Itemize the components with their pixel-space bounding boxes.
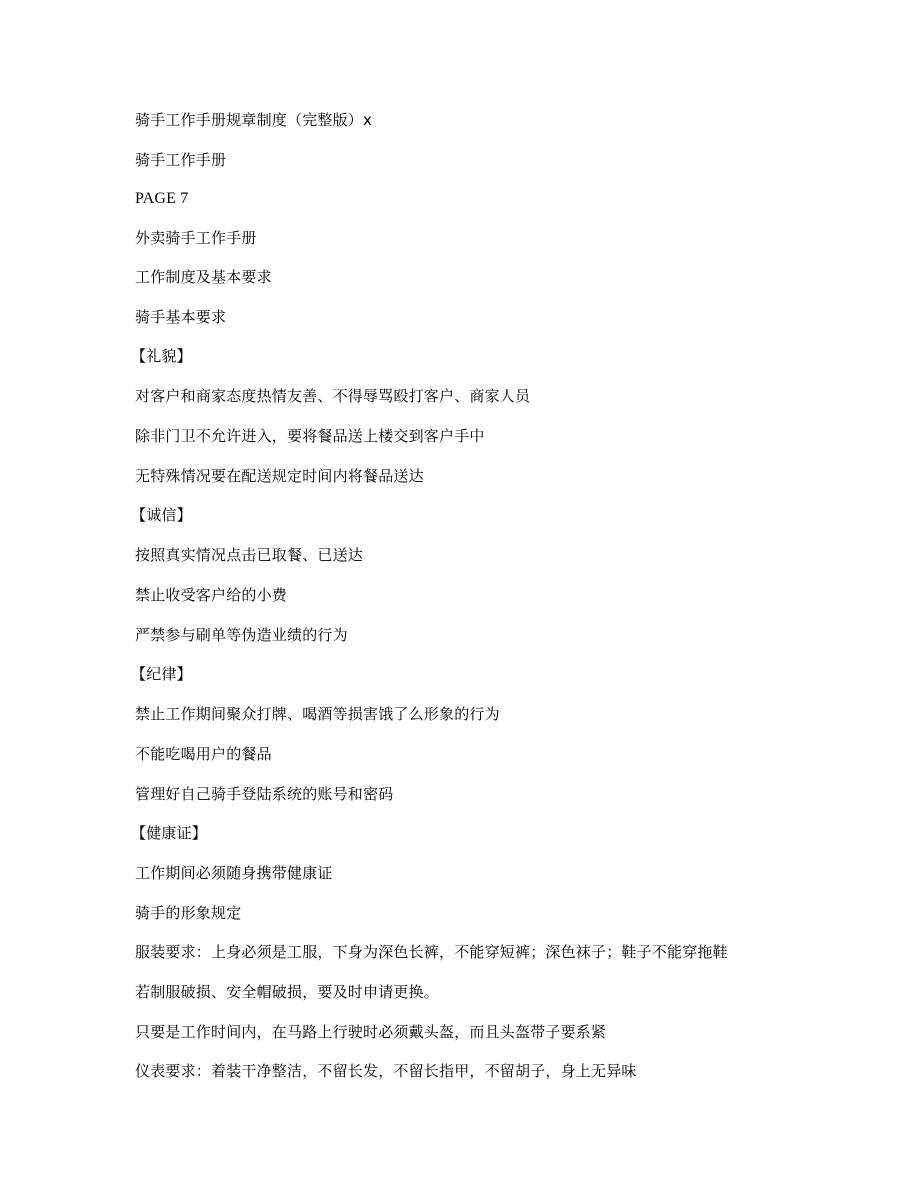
paragraph-line: 仪表要求：着装干净整洁，不留长发，不留长指甲，不留胡子，身上无异味 <box>135 1062 637 1080</box>
paragraph-line: 按照真实情况点击已取餐、已送达 <box>135 546 364 564</box>
paragraph-line: 无特殊情况要在配送规定时间内将餐品送达 <box>135 467 424 485</box>
paragraph-line: 不能吃喝用户的餐品 <box>135 745 272 763</box>
paragraph-line: 除非门卫不允许进入，要将餐品送上楼交到客户手中 <box>135 427 485 445</box>
paragraph-line: 禁止收受客户给的小费 <box>135 586 288 604</box>
paragraph-line: 禁止工作期间聚众打牌、喝酒等损害饿了么形象的行为 <box>135 705 500 723</box>
paragraph-line: 只要是工作时间内，在马路上行驶时必须戴头盔，而且头盔带子要系紧 <box>135 1023 607 1041</box>
section-heading: 工作制度及基本要求 <box>135 268 272 286</box>
appearance-heading: 骑手的形象规定 <box>135 904 242 922</box>
paragraph-line: 服装要求：上身必须是工服，下身为深色长裤，不能穿短裤；深色袜子；鞋子不能穿拖鞋 <box>135 943 728 961</box>
discipline-heading: 【纪律】 <box>131 665 192 683</box>
paragraph-line: 严禁参与刷单等伪造业绩的行为 <box>135 626 348 644</box>
integrity-heading: 【诚信】 <box>131 506 192 524</box>
header-title: 骑手工作手册 <box>135 151 227 169</box>
health-certificate-heading: 【健康证】 <box>131 824 208 842</box>
document-title: 骑手工作手册规章制度（完整版）x <box>135 111 373 129</box>
paragraph-line: 对客户和商家态度热情友善、不得辱骂殴打客户、商家人员 <box>135 387 531 405</box>
paragraph-line: 工作期间必须随身携带健康证 <box>135 864 333 882</box>
courtesy-heading: 【礼貌】 <box>131 347 192 365</box>
page-number: PAGE 7 <box>135 190 189 207</box>
subsection-heading: 骑手基本要求 <box>135 308 227 326</box>
manual-title: 外卖骑手工作手册 <box>135 229 257 247</box>
paragraph-line: 若制服破损、安全帽破损，要及时申请更换。 <box>135 983 440 1001</box>
paragraph-line: 管理好自己骑手登陆系统的账号和密码 <box>135 785 394 803</box>
